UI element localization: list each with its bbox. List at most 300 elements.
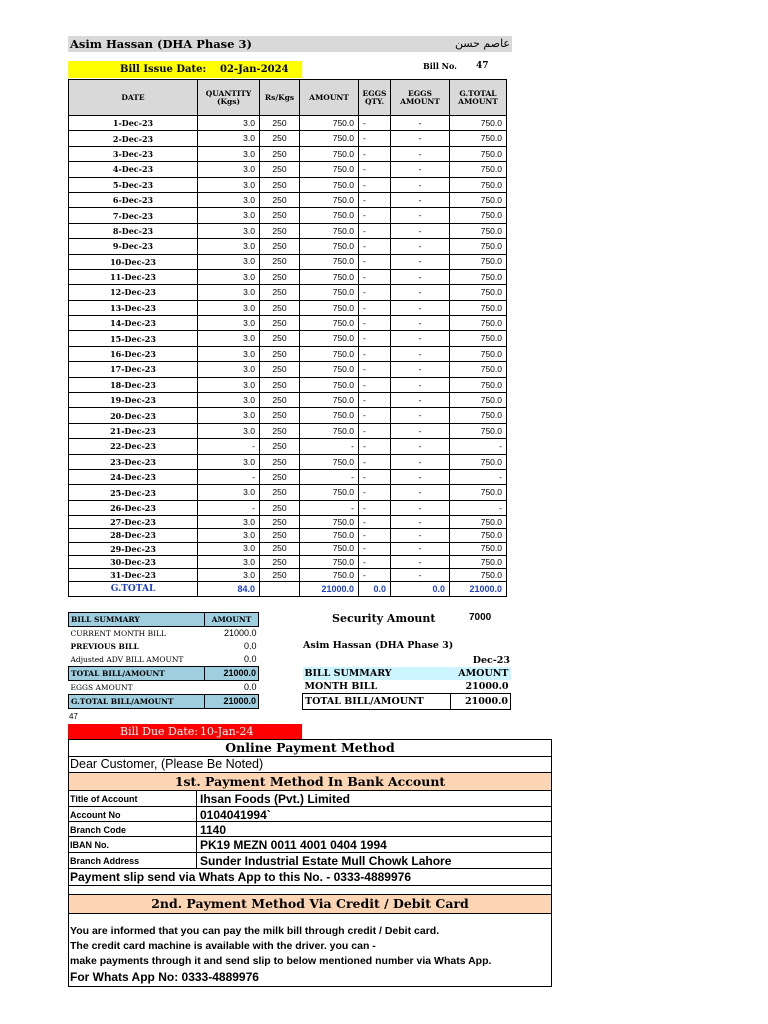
cell-gtotal: 750.0: [450, 285, 507, 300]
cell-date: 10-Dec-23: [69, 254, 198, 269]
cell-quantity: 3.0: [198, 300, 260, 315]
right-month-bill-value: 21000.0: [465, 680, 509, 692]
bill-summary-table: [68, 612, 259, 709]
cell-rate: 250: [260, 555, 300, 568]
cell-gtotal: 750.0: [450, 346, 507, 361]
cell-eggs-amount: -: [391, 408, 450, 423]
cell-quantity: 3.0: [198, 223, 260, 238]
cell-gtotal: -: [450, 500, 507, 515]
cell-eggs-amount: -: [391, 377, 450, 392]
account-title-value: Ihsan Foods (Pvt.) Limited: [200, 792, 351, 806]
cell-eggs-qty: -: [359, 408, 391, 423]
table-row: [69, 116, 507, 131]
table-row: [69, 331, 507, 346]
cell-quantity: 3.0: [198, 377, 260, 392]
right-total-label: TOTAL BILL/AMOUNT: [303, 694, 451, 710]
iban-row: [69, 837, 551, 853]
cell-rate: 250: [260, 192, 300, 207]
col-header-gtotal: G.TOTAL AMOUNT: [450, 80, 507, 116]
cell-date: 20-Dec-23: [69, 408, 198, 423]
table-row: [69, 439, 507, 454]
cell-gtotal: 750.0: [450, 516, 507, 529]
right-summary-header-label: BILL SUMMARY: [303, 667, 451, 680]
cell-eggs-amount: -: [391, 469, 450, 484]
cell-eggs-amount: -: [391, 316, 450, 331]
cell-date: 16-Dec-23: [69, 346, 198, 361]
cell-gtotal: 750.0: [450, 116, 507, 131]
cell-rate: 250: [260, 377, 300, 392]
cell-rate: 250: [260, 529, 300, 542]
cell-gtotal: 750.0: [450, 162, 507, 177]
summary-previous-value: 0.0: [243, 641, 257, 651]
cell-rate: 250: [260, 408, 300, 423]
cell-rate: 250: [260, 393, 300, 408]
total-cell-eggs-qty: 0.0: [359, 582, 391, 597]
cell-gtotal: 750.0: [450, 377, 507, 392]
payment-spacer-row: [69, 886, 551, 895]
summary-current-label: CURRENT MONTH BILL: [70, 628, 167, 638]
cell-gtotal: 750.0: [450, 316, 507, 331]
bill-due-date: 10-Jan-24: [200, 725, 254, 738]
cell-gtotal: 750.0: [450, 131, 507, 146]
table-row: [69, 208, 507, 223]
cell-date: 6-Dec-23: [69, 192, 198, 207]
bill-number-label: Bill No.: [423, 61, 457, 71]
cell-quantity: 3.0: [198, 285, 260, 300]
cell-date: 18-Dec-23: [69, 377, 198, 392]
security-amount-label: Security Amount: [332, 612, 436, 625]
cell-amount: 750.0: [300, 285, 359, 300]
cell-quantity: 3.0: [198, 177, 260, 192]
cell-gtotal: 750.0: [450, 254, 507, 269]
table-row: [69, 285, 507, 300]
cell-gtotal: 750.0: [450, 568, 507, 581]
cell-rate: 250: [260, 131, 300, 146]
cell-amount: 750.0: [300, 116, 359, 131]
cell-quantity: 3.0: [198, 393, 260, 408]
summary-header-amount: AMOUNT: [205, 613, 259, 627]
table-row: [69, 377, 507, 392]
cell-amount: 750.0: [300, 223, 359, 238]
cell-eggs-amount: -: [391, 146, 450, 161]
table-row: [69, 393, 507, 408]
cell-quantity: 3.0: [198, 192, 260, 207]
account-no-value: 0104041994`: [200, 808, 271, 822]
summary-current-value: 21000.0: [223, 628, 257, 638]
cell-eggs-amount: -: [391, 454, 450, 469]
cell-date: 4-Dec-23: [69, 162, 198, 177]
cell-amount: 750.0: [300, 362, 359, 377]
cell-quantity: 3.0: [198, 516, 260, 529]
card-info-text: [70, 924, 491, 969]
cell-eggs-amount: -: [391, 131, 450, 146]
cell-amount: 750.0: [300, 131, 359, 146]
cell-rate: 250: [260, 285, 300, 300]
cell-quantity: 3.0: [198, 208, 260, 223]
cell-eggs-qty: -: [359, 239, 391, 254]
cell-date: 3-Dec-23: [69, 146, 198, 161]
bill-number: 47: [476, 61, 489, 71]
cell-eggs-amount: -: [391, 162, 450, 177]
table-row: [69, 408, 507, 423]
payment-column-divider: [196, 791, 197, 869]
cell-rate: 250: [260, 542, 300, 555]
branch-code-row: [69, 822, 551, 837]
table-row: [69, 423, 507, 438]
cell-eggs-amount: -: [391, 516, 450, 529]
cell-rate: 250: [260, 454, 300, 469]
table-row: [69, 192, 507, 207]
cell-amount: 750.0: [300, 423, 359, 438]
right-total-value: 21000.0: [451, 694, 511, 710]
table-row: [69, 362, 507, 377]
right-month-bill-label: MONTH BILL: [304, 680, 378, 692]
cell-date: 1-Dec-23: [69, 116, 198, 131]
cell-quantity: 3.0: [198, 254, 260, 269]
cell-eggs-qty: -: [359, 285, 391, 300]
summary-total-value: 21000.0: [205, 667, 259, 681]
cell-amount: 750.0: [300, 146, 359, 161]
cell-date: 25-Dec-23: [69, 485, 198, 500]
cell-eggs-qty: -: [359, 131, 391, 146]
grand-total-row: [69, 582, 507, 597]
summary-header-label: BILL SUMMARY: [69, 613, 205, 627]
cell-eggs-qty: -: [359, 208, 391, 223]
cell-quantity: 3.0: [198, 542, 260, 555]
account-no-label: Account No: [70, 810, 121, 820]
cell-eggs-amount: -: [391, 177, 450, 192]
cell-eggs-qty: -: [359, 485, 391, 500]
cell-eggs-amount: -: [391, 346, 450, 361]
cell-eggs-qty: -: [359, 316, 391, 331]
cell-amount: 750.0: [300, 555, 359, 568]
cell-date: 24-Dec-23: [69, 469, 198, 484]
cell-quantity: 3.0: [198, 316, 260, 331]
whatsapp-number: For Whats App No: 0333-4889976: [70, 970, 259, 984]
cell-eggs-qty: -: [359, 269, 391, 284]
cell-amount: 750.0: [300, 162, 359, 177]
table-row: [69, 254, 507, 269]
cell-date: 30-Dec-23: [69, 555, 198, 568]
cell-eggs-qty: -: [359, 300, 391, 315]
table-row: [69, 146, 507, 161]
slip-note: Payment slip send via Whats App to this No. - 0333-4889976: [70, 870, 411, 884]
cell-rate: 250: [260, 316, 300, 331]
cell-eggs-amount: -: [391, 439, 450, 454]
card-info-line-3: make payments through it and send slip to below mentioned number via Whats App.: [70, 955, 492, 967]
cell-rate: 250: [260, 439, 300, 454]
cell-eggs-qty: -: [359, 177, 391, 192]
summary-gtotal-label: G.TOTAL BILL/AMOUNT: [69, 695, 205, 709]
cell-amount: 750.0: [300, 485, 359, 500]
table-row: [69, 162, 507, 177]
online-payment-section: [68, 739, 552, 987]
cell-eggs-qty: -: [359, 454, 391, 469]
cell-amount: 750.0: [300, 254, 359, 269]
cell-gtotal: 750.0: [450, 529, 507, 542]
table-row: [69, 568, 507, 581]
card-info-line-2: The credit card machine is available with the driver. you can -: [70, 940, 376, 952]
cell-eggs-amount: -: [391, 423, 450, 438]
cell-eggs-amount: -: [391, 500, 450, 515]
total-cell-quantity: 84.0: [198, 582, 260, 597]
payment-greeting: Dear Customer, (Please Be Noted): [69, 757, 551, 773]
cell-date: 13-Dec-23: [69, 300, 198, 315]
table-row: [69, 300, 507, 315]
cell-eggs-qty: -: [359, 555, 391, 568]
cell-quantity: 3.0: [198, 529, 260, 542]
table-row: [69, 454, 507, 469]
account-title-row: [69, 791, 551, 807]
cell-date: 12-Dec-23: [69, 285, 198, 300]
cell-amount: 750.0: [300, 454, 359, 469]
cell-date: 19-Dec-23: [69, 393, 198, 408]
total-cell-date: G.TOTAL: [69, 582, 198, 597]
cell-eggs-qty: -: [359, 500, 391, 515]
cell-rate: 250: [260, 516, 300, 529]
cell-amount: 750.0: [300, 239, 359, 254]
cell-amount: 750.0: [300, 346, 359, 361]
cell-amount: 750.0: [300, 331, 359, 346]
cell-quantity: 3.0: [198, 454, 260, 469]
cell-date: 21-Dec-23: [69, 423, 198, 438]
cell-quantity: 3.0: [198, 555, 260, 568]
table-row: [69, 269, 507, 284]
col-header-quantity: QUANTITY (Kgs): [198, 80, 260, 116]
cell-eggs-qty: -: [359, 254, 391, 269]
cell-eggs-qty: -: [359, 146, 391, 161]
iban-value: PK19 MEZN 0011 4001 0404 1994: [200, 838, 387, 852]
payment-method-1-title: 1st. Payment Method In Bank Account: [69, 773, 551, 791]
cell-gtotal: 750.0: [450, 393, 507, 408]
customer-name-urdu: عاصم حسن: [454, 37, 510, 50]
summary-adjusted-label: Adjusted ADV BILL AMOUNT: [70, 654, 184, 664]
branch-address-row: [69, 853, 551, 869]
cell-date: 15-Dec-23: [69, 331, 198, 346]
table-row: [69, 177, 507, 192]
table-row: [69, 346, 507, 361]
cell-eggs-amount: -: [391, 331, 450, 346]
cell-quantity: -: [198, 469, 260, 484]
table-row: [69, 316, 507, 331]
summary-gtotal-value: 21000.0: [205, 695, 259, 709]
cell-amount: 750.0: [300, 408, 359, 423]
account-no-row: [69, 807, 551, 822]
cell-eggs-amount: -: [391, 208, 450, 223]
cell-gtotal: 750.0: [450, 485, 507, 500]
cell-eggs-amount: -: [391, 239, 450, 254]
cell-quantity: 3.0: [198, 485, 260, 500]
cell-amount: 750.0: [300, 269, 359, 284]
account-title-label: Title of Account: [70, 794, 138, 804]
cell-date: 28-Dec-23: [69, 529, 198, 542]
table-row: [69, 239, 507, 254]
cell-eggs-qty: -: [359, 223, 391, 238]
cell-amount: 750.0: [300, 568, 359, 581]
cell-amount: 750.0: [300, 208, 359, 223]
right-bill-month: Dec-23: [472, 655, 510, 666]
cell-eggs-amount: -: [391, 300, 450, 315]
cell-amount: 750.0: [300, 300, 359, 315]
cell-date: 23-Dec-23: [69, 454, 198, 469]
total-cell-eggs-amount: 0.0: [391, 582, 450, 597]
bill-issue-date: 02-Jan-2024: [220, 64, 289, 75]
cell-date: 22-Dec-23: [69, 439, 198, 454]
cell-eggs-qty: -: [359, 362, 391, 377]
cell-quantity: 3.0: [198, 162, 260, 177]
cell-eggs-amount: -: [391, 529, 450, 542]
total-cell-rate: [260, 582, 300, 597]
cell-quantity: 3.0: [198, 269, 260, 284]
cell-eggs-qty: -: [359, 439, 391, 454]
cell-gtotal: 750.0: [450, 177, 507, 192]
cell-eggs-qty: -: [359, 346, 391, 361]
cell-eggs-amount: -: [391, 254, 450, 269]
table-row: [69, 223, 507, 238]
cell-quantity: 3.0: [198, 239, 260, 254]
cell-gtotal: 750.0: [450, 192, 507, 207]
cell-rate: 250: [260, 346, 300, 361]
right-customer-name: Asim Hassan (DHA Phase 3): [303, 640, 454, 651]
cell-quantity: 3.0: [198, 408, 260, 423]
cell-eggs-amount: -: [391, 485, 450, 500]
cell-eggs-qty: -: [359, 423, 391, 438]
summary-adjusted-value: 0.0: [243, 654, 257, 664]
cell-eggs-amount: -: [391, 568, 450, 581]
payment-title: Online Payment Method: [69, 740, 551, 757]
table-row: [69, 542, 507, 555]
cell-date: 17-Dec-23: [69, 362, 198, 377]
cell-gtotal: 750.0: [450, 362, 507, 377]
cell-date: 29-Dec-23: [69, 542, 198, 555]
cell-eggs-amount: -: [391, 542, 450, 555]
total-cell-gtotal: 21000.0: [450, 582, 507, 597]
cell-eggs-amount: -: [391, 362, 450, 377]
cell-amount: -: [300, 500, 359, 515]
cell-eggs-qty: -: [359, 192, 391, 207]
cell-rate: 250: [260, 116, 300, 131]
cell-quantity: 3.0: [198, 362, 260, 377]
cell-gtotal: -: [450, 439, 507, 454]
cell-quantity: 3.0: [198, 568, 260, 581]
cell-rate: 250: [260, 331, 300, 346]
cell-eggs-amount: -: [391, 116, 450, 131]
summary-eggs-value: 0.0: [243, 682, 257, 692]
cell-amount: 750.0: [300, 192, 359, 207]
cell-amount: 750.0: [300, 516, 359, 529]
cell-date: 31-Dec-23: [69, 568, 198, 581]
cell-amount: 750.0: [300, 316, 359, 331]
cell-quantity: -: [198, 439, 260, 454]
cell-date: 5-Dec-23: [69, 177, 198, 192]
cell-eggs-amount: -: [391, 285, 450, 300]
cell-rate: 250: [260, 239, 300, 254]
cell-eggs-qty: -: [359, 331, 391, 346]
cell-gtotal: 750.0: [450, 300, 507, 315]
customer-name: Asim Hassan (DHA Phase 3): [70, 37, 252, 51]
cell-gtotal: -: [450, 469, 507, 484]
table-row: [69, 529, 507, 542]
total-cell-amount: 21000.0: [300, 582, 359, 597]
col-header-amount: AMOUNT: [300, 80, 359, 116]
cell-date: 26-Dec-23: [69, 500, 198, 515]
cell-date: 8-Dec-23: [69, 223, 198, 238]
cell-rate: 250: [260, 485, 300, 500]
cell-quantity: 3.0: [198, 331, 260, 346]
cell-rate: 250: [260, 162, 300, 177]
right-summary-header-amount: AMOUNT: [451, 667, 511, 680]
cell-rate: 250: [260, 269, 300, 284]
col-header-eggs-qty: EGGS QTY.: [359, 80, 391, 116]
cell-eggs-amount: -: [391, 269, 450, 284]
branch-code-label: Branch Code: [70, 825, 127, 835]
cell-rate: 250: [260, 254, 300, 269]
cell-eggs-qty: -: [359, 116, 391, 131]
cell-rate: 250: [260, 469, 300, 484]
branch-address-label: Branch Address: [70, 856, 140, 866]
cell-eggs-amount: -: [391, 223, 450, 238]
cell-gtotal: 750.0: [450, 555, 507, 568]
cell-amount: 750.0: [300, 377, 359, 392]
cell-date: 9-Dec-23: [69, 239, 198, 254]
summary-total-label: TOTAL BILL/AMOUNT: [69, 667, 205, 681]
table-row: [69, 516, 507, 529]
cell-gtotal: 750.0: [450, 223, 507, 238]
cell-date: 14-Dec-23: [69, 316, 198, 331]
bill-due-date-label: Bill Due Date:: [120, 725, 199, 738]
cell-date: 7-Dec-23: [69, 208, 198, 223]
cell-rate: 250: [260, 423, 300, 438]
table-row: [69, 500, 507, 515]
cell-gtotal: 750.0: [450, 408, 507, 423]
cell-date: 2-Dec-23: [69, 131, 198, 146]
cell-quantity: 3.0: [198, 116, 260, 131]
branch-code-value: 1140: [200, 823, 227, 837]
cell-rate: 250: [260, 146, 300, 161]
cell-eggs-qty: -: [359, 393, 391, 408]
cell-gtotal: 750.0: [450, 542, 507, 555]
cell-gtotal: 750.0: [450, 454, 507, 469]
cell-gtotal: 750.0: [450, 239, 507, 254]
table-row: [69, 131, 507, 146]
cell-eggs-qty: -: [359, 162, 391, 177]
daily-milk-table: [68, 79, 507, 597]
right-bill-summary: [302, 667, 511, 710]
cell-eggs-qty: -: [359, 542, 391, 555]
iban-label: IBAN No.: [70, 840, 109, 850]
card-info-line-1: You are informed that you can pay the milk bill through credit / Debit card.: [70, 925, 440, 937]
cell-quantity: 3.0: [198, 131, 260, 146]
cell-gtotal: 750.0: [450, 269, 507, 284]
branch-address-value: Sunder Industrial Estate Mull Chowk Lahore: [200, 854, 452, 868]
col-header-eggs-amount: EGGS AMOUNT: [391, 80, 450, 116]
cell-gtotal: 750.0: [450, 331, 507, 346]
cell-eggs-qty: -: [359, 469, 391, 484]
bill-issue-date-bar: [68, 61, 302, 78]
cell-rate: 250: [260, 208, 300, 223]
cell-amount: 750.0: [300, 542, 359, 555]
cell-amount: -: [300, 439, 359, 454]
bill-due-date-bar: [68, 724, 302, 739]
cell-amount: -: [300, 469, 359, 484]
cell-quantity: 3.0: [198, 346, 260, 361]
cell-eggs-amount: -: [391, 555, 450, 568]
table-row: [69, 485, 507, 500]
cell-date: 11-Dec-23: [69, 269, 198, 284]
cell-rate: 250: [260, 223, 300, 238]
cell-eggs-amount: -: [391, 192, 450, 207]
cell-eggs-amount: -: [391, 393, 450, 408]
